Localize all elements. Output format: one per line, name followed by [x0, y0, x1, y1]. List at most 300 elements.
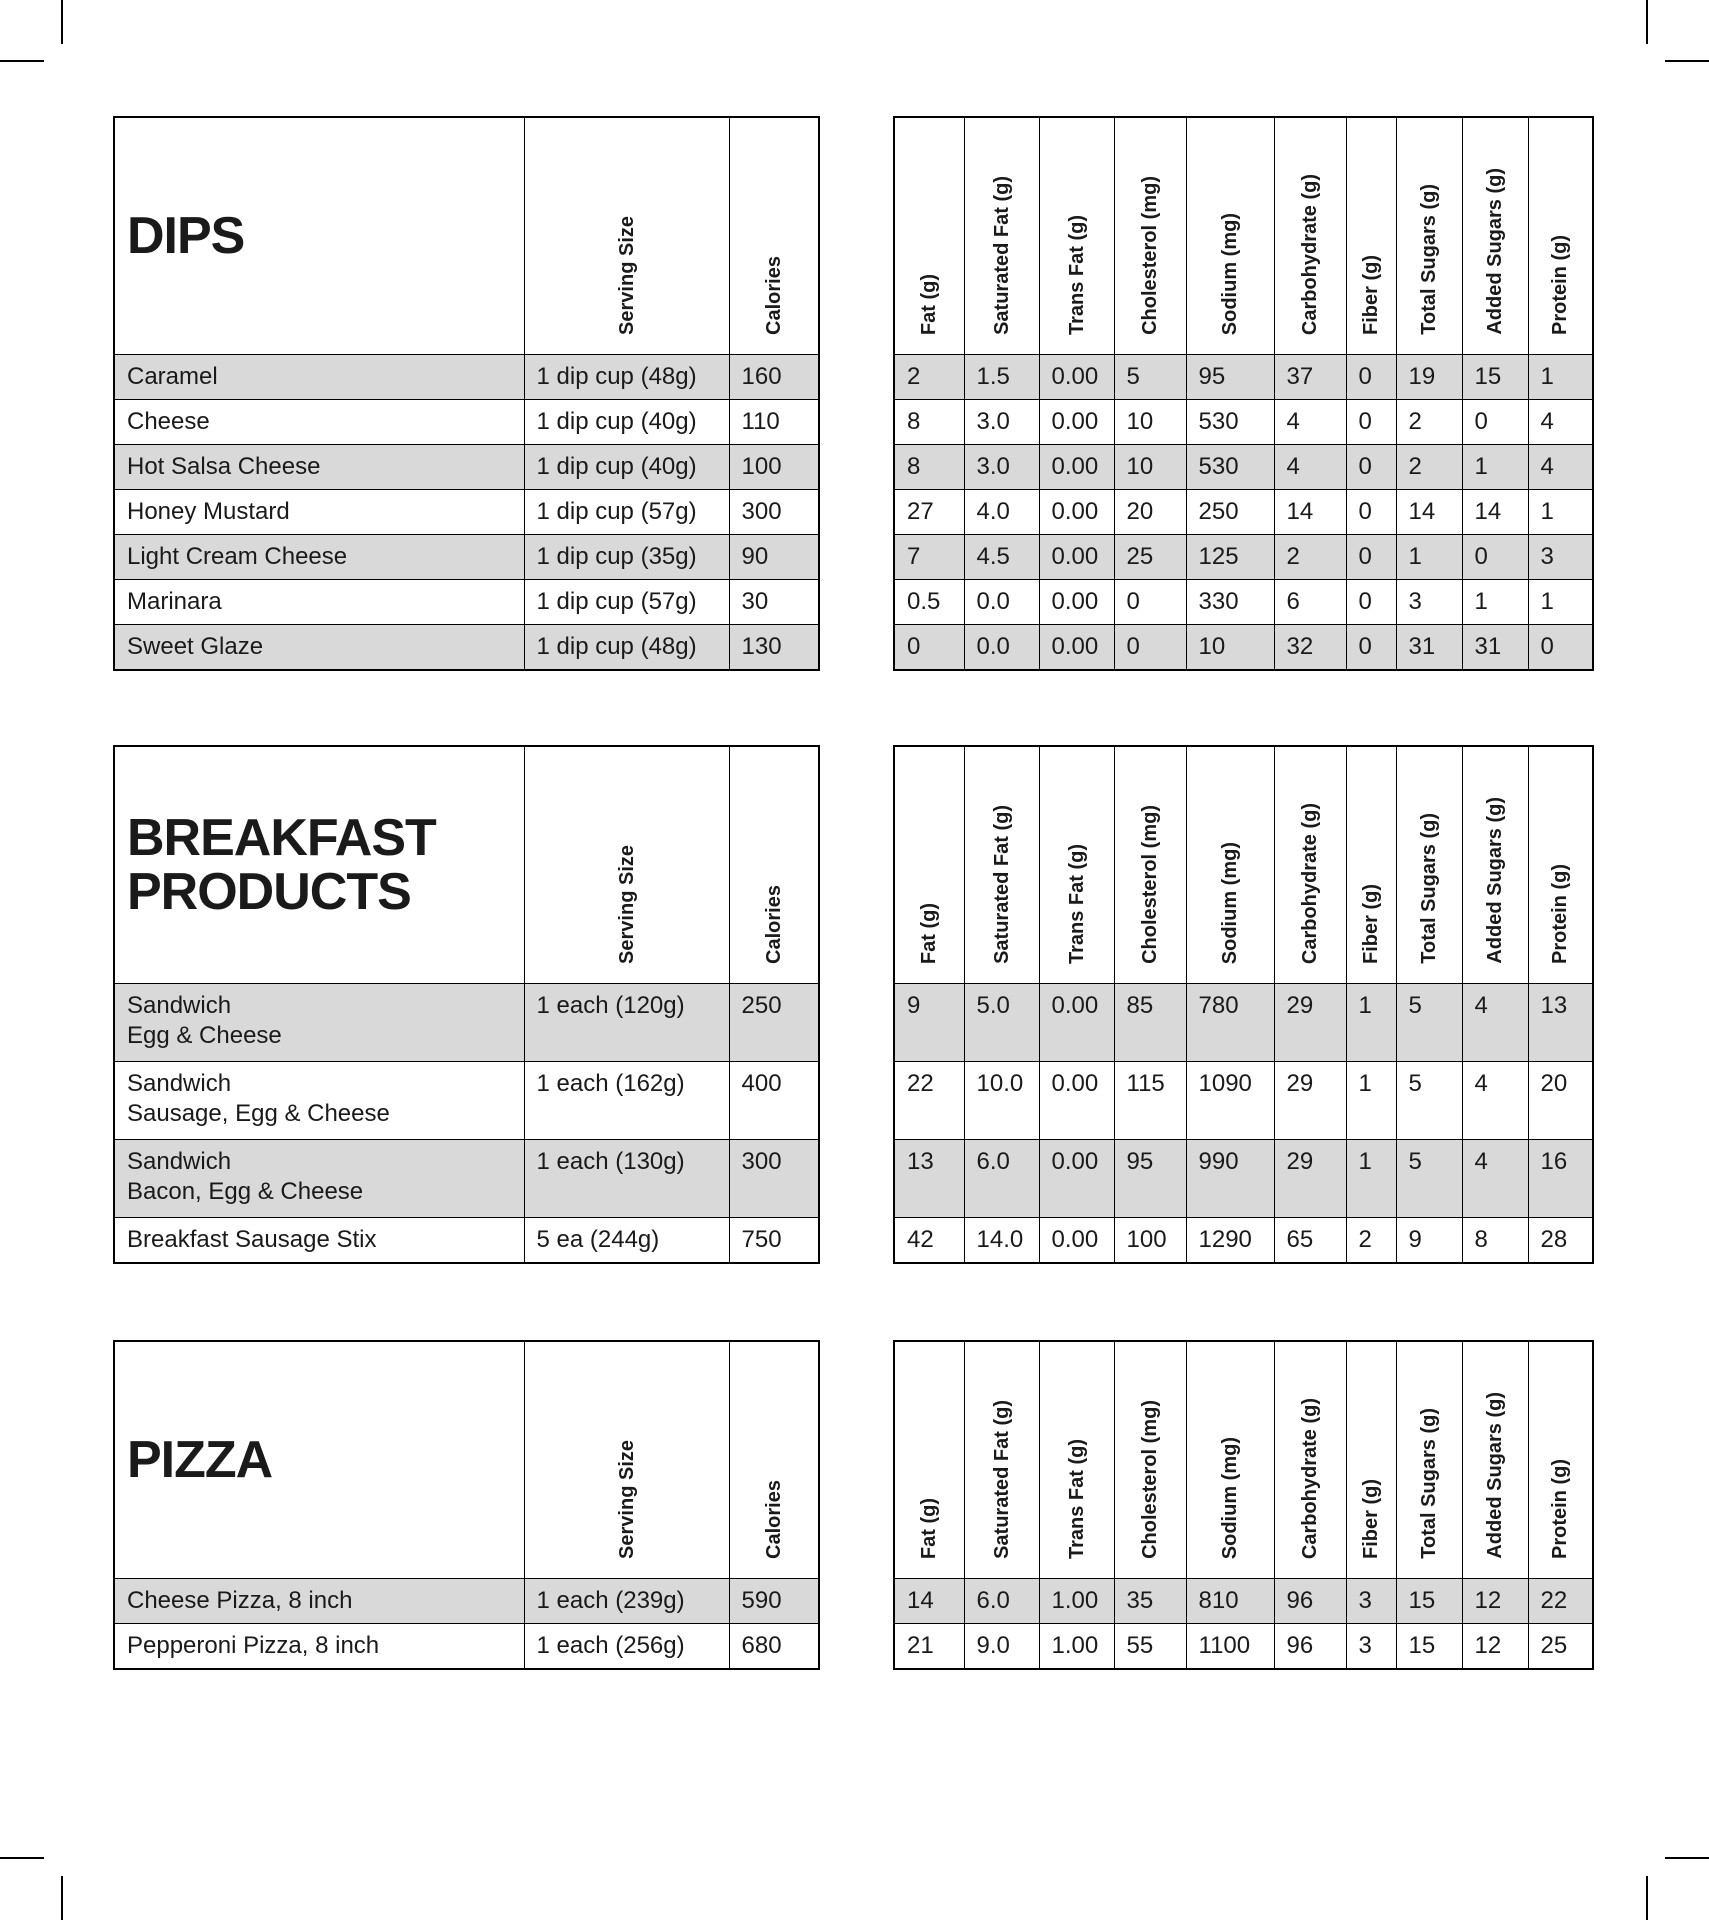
nutrition-value-row — [894, 1218, 1593, 1263]
item-name-line: Egg & Cheese — [127, 1022, 282, 1049]
nutrition-value-cell: 3 — [1528, 535, 1593, 580]
nutrition-value-row — [894, 445, 1593, 490]
nutrition-value-cell: 3 — [1346, 1624, 1396, 1669]
nutrition-value-cell: 25 — [1528, 1624, 1593, 1669]
nutrition-value-cell: 0.00 — [1039, 580, 1114, 625]
nutrition-value-row — [894, 1062, 1593, 1140]
nutrition-value-cell: 15 — [1396, 1624, 1462, 1669]
item-name-line: Pepperoni Pizza, 8 inch — [127, 1632, 380, 1659]
nutrition-column-header — [1186, 117, 1274, 355]
nutrition-column-header-label: Fiber (g) — [1360, 1479, 1382, 1559]
calories-cell: 300 — [729, 490, 819, 535]
nutrition-value-cell: 0.00 — [1039, 355, 1114, 400]
item-name-cell — [114, 1062, 524, 1140]
nutrition-value-cell: 8 — [894, 400, 964, 445]
item-name-cell — [114, 1579, 524, 1624]
nutrition-value-cell: 0 — [894, 625, 964, 670]
item-name-cell — [114, 1218, 524, 1263]
nutrition-value-cell: 2 — [1396, 445, 1462, 490]
nutrition-header-row — [894, 117, 1593, 355]
calories-cell: 160 — [729, 355, 819, 400]
nutrition-column-header-label: Carbohydrate (g) — [1299, 802, 1321, 964]
item-name-line: Caramel — [127, 363, 218, 390]
serving-size-header — [524, 117, 729, 355]
nutrition-column-header-label: Cholesterol (mg) — [1139, 805, 1161, 964]
nutrition-value-cell: 0 — [1114, 580, 1186, 625]
nutrition-column-header-label: Trans Fat (g) — [1065, 1438, 1088, 1559]
crop-mark-top-right-v — [1646, 0, 1648, 44]
nutrition-value-cell: 810 — [1186, 1579, 1274, 1624]
calories-cell: 30 — [729, 580, 819, 625]
nutrition-value-cell: 29 — [1274, 984, 1346, 1062]
nutrition-value-cell: 10 — [1114, 445, 1186, 490]
item-name-cell — [114, 355, 524, 400]
nutrition-table — [893, 116, 1594, 671]
nutrition-value-cell: 0 — [1346, 535, 1396, 580]
nutrition-value-cell: 13 — [1528, 984, 1593, 1062]
serving-size-cell: 1 dip cup (48g) — [524, 625, 729, 670]
nutrition-value-cell: 95 — [1186, 355, 1274, 400]
nutrition-value-cell: 14 — [894, 1579, 964, 1624]
crop-mark-top-right-h — [1665, 60, 1709, 62]
nutrition-value-cell: 4 — [1274, 400, 1346, 445]
nutrition-value-cell: 1 — [1346, 984, 1396, 1062]
nutrition-column-header — [1528, 117, 1593, 355]
nutrition-value-cell: 55 — [1114, 1624, 1186, 1669]
calories-header-label: Calories — [762, 256, 785, 335]
nutrition-header-row — [894, 1341, 1593, 1579]
nutrition-value-cell: 1 — [1346, 1062, 1396, 1140]
nutrition-value-row — [894, 400, 1593, 445]
nutrition-column-header — [1346, 117, 1396, 355]
nutrition-column-header-label: Fiber (g) — [1360, 884, 1382, 964]
crop-mark-bottom-left-h — [0, 1857, 44, 1859]
item-row — [114, 535, 819, 580]
nutrition-value-cell: 0 — [1346, 355, 1396, 400]
nutrition-column-header — [1039, 1341, 1114, 1579]
nutrition-value-cell: 22 — [1528, 1579, 1593, 1624]
item-row — [114, 1218, 819, 1263]
nutrition-value-cell: 5 — [1396, 1062, 1462, 1140]
nutrition-value-cell: 5 — [1396, 984, 1462, 1062]
calories-cell: 100 — [729, 445, 819, 490]
item-name-cell — [114, 445, 524, 490]
nutrition-column-header — [1396, 117, 1462, 355]
nutrition-value-cell: 9.0 — [964, 1624, 1039, 1669]
nutrition-value-cell: 1 — [1396, 535, 1462, 580]
nutrition-value-cell: 4.0 — [964, 490, 1039, 535]
nutrition-column-header — [1462, 1341, 1528, 1579]
nutrition-value-cell: 27 — [894, 490, 964, 535]
nutrition-value-cell: 0 — [1114, 625, 1186, 670]
calories-cell: 90 — [729, 535, 819, 580]
nutrition-value-cell: 2 — [1396, 400, 1462, 445]
section-title — [114, 746, 524, 984]
nutrition-value-cell: 5.0 — [964, 984, 1039, 1062]
item-row — [114, 1624, 819, 1669]
nutrition-table — [893, 745, 1594, 1264]
nutrition-column-header — [1274, 117, 1346, 355]
serving-size-header — [524, 746, 729, 984]
nutrition-column-header-label: Fat (g) — [918, 273, 941, 335]
nutrition-value-cell: 0 — [1346, 445, 1396, 490]
item-name-line: Bacon, Egg & Cheese — [127, 1178, 364, 1205]
nutrition-column-header — [964, 1341, 1039, 1579]
nutrition-value-row — [894, 1140, 1593, 1218]
nutrition-value-cell: 6.0 — [964, 1140, 1039, 1218]
nutrition-column-header-label: Sodium (mg) — [1219, 212, 1241, 335]
nutrition-value-cell: 1.00 — [1039, 1624, 1114, 1669]
nutrition-value-cell: 1.5 — [964, 355, 1039, 400]
nutrition-value-cell: 4 — [1528, 400, 1593, 445]
nutrition-column-header-label: Cholesterol (mg) — [1139, 1400, 1161, 1559]
items-table — [113, 745, 820, 1264]
nutrition-column-header — [964, 746, 1039, 984]
section-title-line: PRODUCTS — [127, 863, 411, 921]
nutrition-value-cell: 6.0 — [964, 1579, 1039, 1624]
nutrition-column-header-label: Protein (g) — [1549, 1459, 1572, 1559]
serving-size-header — [524, 1341, 729, 1579]
nutrition-value-cell: 85 — [1114, 984, 1186, 1062]
nutrition-value-cell: 780 — [1186, 984, 1274, 1062]
nutrition-value-cell: 1 — [1528, 580, 1593, 625]
item-name-line: Sandwich — [127, 1070, 232, 1097]
serving-size-cell: 1 dip cup (57g) — [524, 580, 729, 625]
section-title-line: DIPS — [127, 206, 245, 265]
header-row — [114, 117, 819, 355]
nutrition-value-cell: 14 — [1396, 490, 1462, 535]
serving-size-cell: 1 each (239g) — [524, 1579, 729, 1624]
nutrition-value-cell: 31 — [1462, 625, 1528, 670]
items-table — [113, 116, 820, 671]
nutrition-value-cell: 115 — [1114, 1062, 1186, 1140]
calories-cell: 300 — [729, 1140, 819, 1218]
nutrition-value-cell: 37 — [1274, 355, 1346, 400]
nutrition-value-cell: 35 — [1114, 1579, 1186, 1624]
header-row — [114, 746, 819, 984]
nutrition-column-header — [1186, 746, 1274, 984]
nutrition-column-header — [1346, 746, 1396, 984]
item-name-line: Hot Salsa Cheese — [127, 453, 321, 480]
calories-cell: 250 — [729, 984, 819, 1062]
nutrition-value-cell: 10.0 — [964, 1062, 1039, 1140]
item-name-line: Sweet Glaze — [127, 633, 264, 660]
nutrition-column-header — [1114, 1341, 1186, 1579]
nutrition-value-row — [894, 984, 1593, 1062]
item-row — [114, 1140, 819, 1218]
nutrition-value-row — [894, 1579, 1593, 1624]
calories-header-label: Calories — [762, 1480, 785, 1559]
nutrition-value-cell: 15 — [1396, 1579, 1462, 1624]
nutrition-value-cell: 0.00 — [1039, 445, 1114, 490]
nutrition-column-header — [964, 117, 1039, 355]
nutrition-value-cell: 28 — [1528, 1218, 1593, 1263]
nutrition-value-cell: 0 — [1346, 580, 1396, 625]
item-name-line: Sandwich — [127, 992, 232, 1019]
item-name-line: Cheese — [127, 408, 210, 435]
item-name-cell — [114, 625, 524, 670]
calories-header — [729, 1341, 819, 1579]
item-name-cell — [114, 1624, 524, 1669]
nutrition-column-header-label: Added Sugars (g) — [1484, 1392, 1506, 1559]
nutrition-column-header — [1528, 1341, 1593, 1579]
nutrition-value-cell: 0.00 — [1039, 490, 1114, 535]
crop-mark-bottom-left-v — [61, 1876, 63, 1920]
nutrition-value-cell: 13 — [894, 1140, 964, 1218]
nutrition-value-cell: 1100 — [1186, 1624, 1274, 1669]
nutrition-column-header — [1114, 746, 1186, 984]
nutrition-value-cell: 16 — [1528, 1140, 1593, 1218]
nutrition-value-cell: 14.0 — [964, 1218, 1039, 1263]
nutrition-value-cell: 530 — [1186, 445, 1274, 490]
item-row — [114, 400, 819, 445]
calories-header-label: Calories — [762, 885, 785, 964]
nutrition-value-cell: 31 — [1396, 625, 1462, 670]
serving-size-header-label: Serving Size — [615, 216, 638, 335]
nutrition-value-cell: 96 — [1274, 1579, 1346, 1624]
nutrition-value-cell: 22 — [894, 1062, 964, 1140]
nutrition-column-header — [1114, 117, 1186, 355]
nutrition-value-cell: 0 — [1528, 625, 1593, 670]
serving-size-cell: 1 dip cup (35g) — [524, 535, 729, 580]
nutrition-value-cell: 29 — [1274, 1140, 1346, 1218]
nutrition-column-header-label: Saturated Fat (g) — [990, 805, 1013, 964]
nutrition-value-cell: 25 — [1114, 535, 1186, 580]
nutrition-table — [893, 1340, 1594, 1670]
item-row — [114, 580, 819, 625]
nutrition-value-cell: 8 — [1462, 1218, 1528, 1263]
nutrition-column-header-label: Sodium (mg) — [1219, 841, 1241, 964]
item-name-line: Honey Mustard — [127, 498, 290, 525]
calories-cell: 590 — [729, 1579, 819, 1624]
item-row — [114, 1579, 819, 1624]
nutrition-value-row — [894, 490, 1593, 535]
nutrition-value-cell: 0.0 — [964, 625, 1039, 670]
nutrition-column-header — [1462, 746, 1528, 984]
calories-cell: 110 — [729, 400, 819, 445]
nutrition-value-cell: 1090 — [1186, 1062, 1274, 1140]
nutrition-value-cell: 4 — [1462, 1140, 1528, 1218]
nutrition-value-cell: 0 — [1346, 490, 1396, 535]
nutrition-column-header-label: Added Sugars (g) — [1484, 168, 1506, 335]
nutrition-value-cell: 1 — [1528, 355, 1593, 400]
nutrition-value-row — [894, 535, 1593, 580]
nutrition-value-cell: 0 — [1346, 400, 1396, 445]
nutrition-column-header-label: Trans Fat (g) — [1065, 843, 1088, 964]
serving-size-header-label: Serving Size — [615, 845, 638, 964]
nutrition-value-cell: 530 — [1186, 400, 1274, 445]
calories-cell: 680 — [729, 1624, 819, 1669]
nutrition-value-cell: 32 — [1274, 625, 1346, 670]
crop-mark-bottom-right-v — [1646, 1876, 1648, 1920]
nutrition-value-row — [894, 1624, 1593, 1669]
nutrition-value-cell: 95 — [1114, 1140, 1186, 1218]
nutrition-value-cell: 20 — [1528, 1062, 1593, 1140]
nutrition-value-cell: 0.00 — [1039, 535, 1114, 580]
nutrition-value-cell: 4.5 — [964, 535, 1039, 580]
nutrition-column-header — [1186, 1341, 1274, 1579]
nutrition-column-header-label: Added Sugars (g) — [1484, 797, 1506, 964]
nutrition-value-cell: 990 — [1186, 1140, 1274, 1218]
item-name-cell — [114, 580, 524, 625]
nutrition-value-cell: 10 — [1186, 625, 1274, 670]
nutrition-value-cell: 29 — [1274, 1062, 1346, 1140]
calories-cell: 400 — [729, 1062, 819, 1140]
nutrition-column-header-label: Fiber (g) — [1360, 255, 1382, 335]
nutrition-value-cell: 0.0 — [964, 580, 1039, 625]
item-row — [114, 625, 819, 670]
nutrition-value-cell: 0.00 — [1039, 625, 1114, 670]
nutrition-value-cell: 0 — [1462, 535, 1528, 580]
nutrition-value-cell: 96 — [1274, 1624, 1346, 1669]
item-name-cell — [114, 1140, 524, 1218]
item-name-line: Cheese Pizza, 8 inch — [127, 1587, 353, 1614]
nutrition-value-cell: 65 — [1274, 1218, 1346, 1263]
calories-cell: 750 — [729, 1218, 819, 1263]
nutrition-value-cell: 3 — [1396, 580, 1462, 625]
item-name-line: Sandwich — [127, 1148, 232, 1175]
nutrition-value-cell: 5 — [1114, 355, 1186, 400]
nutrition-column-header — [894, 1341, 964, 1579]
nutrition-column-header — [894, 746, 964, 984]
item-name-cell — [114, 535, 524, 580]
nutrition-value-cell: 14 — [1462, 490, 1528, 535]
item-row — [114, 984, 819, 1062]
item-name-cell — [114, 490, 524, 535]
nutrition-value-cell: 100 — [1114, 1218, 1186, 1263]
item-name-cell — [114, 400, 524, 445]
item-name-line: Light Cream Cheese — [127, 543, 348, 570]
nutrition-value-cell: 0.00 — [1039, 400, 1114, 445]
nutrition-value-cell: 14 — [1274, 490, 1346, 535]
nutrition-value-cell: 9 — [1396, 1218, 1462, 1263]
calories-header — [729, 746, 819, 984]
section-title — [114, 1341, 524, 1579]
nutrition-column-header — [1396, 1341, 1462, 1579]
nutrition-column-header-label: Cholesterol (mg) — [1139, 176, 1161, 335]
serving-size-cell: 1 each (162g) — [524, 1062, 729, 1140]
nutrition-value-cell: 1 — [1462, 445, 1528, 490]
nutrition-column-header — [1396, 746, 1462, 984]
nutrition-value-cell: 20 — [1114, 490, 1186, 535]
nutrition-column-header-label: Fat (g) — [918, 902, 941, 964]
nutrition-value-cell: 0.00 — [1039, 1062, 1114, 1140]
serving-size-cell: 1 dip cup (40g) — [524, 400, 729, 445]
nutrition-column-header — [1462, 117, 1528, 355]
nutrition-value-cell: 1.00 — [1039, 1579, 1114, 1624]
nutrition-column-header-label: Carbohydrate (g) — [1299, 173, 1321, 335]
nutrition-value-row — [894, 580, 1593, 625]
calories-header — [729, 117, 819, 355]
nutrition-column-header — [894, 117, 964, 355]
nutrition-header-row — [894, 746, 1593, 984]
item-row — [114, 445, 819, 490]
nutrition-column-header — [1528, 746, 1593, 984]
nutrition-column-header — [1274, 1341, 1346, 1579]
section-title-line: PIZZA — [127, 1430, 273, 1489]
nutrition-value-cell: 3.0 — [964, 445, 1039, 490]
nutrition-value-cell: 15 — [1462, 355, 1528, 400]
nutrition-value-cell: 12 — [1462, 1624, 1528, 1669]
nutrition-column-header-label: Sodium (mg) — [1219, 1436, 1241, 1559]
nutrition-value-cell: 4 — [1462, 1062, 1528, 1140]
items-table — [113, 1340, 820, 1670]
crop-mark-top-left-h — [0, 60, 44, 62]
serving-size-header-label: Serving Size — [615, 1440, 638, 1559]
nutrition-column-header-label: Protein (g) — [1549, 864, 1572, 964]
calories-cell: 130 — [729, 625, 819, 670]
nutrition-value-cell: 0 — [1462, 400, 1528, 445]
nutrition-column-header-label: Saturated Fat (g) — [990, 1400, 1013, 1559]
nutrition-column-header — [1274, 746, 1346, 984]
nutrition-value-cell: 19 — [1396, 355, 1462, 400]
nutrition-value-cell: 0.5 — [894, 580, 964, 625]
nutrition-value-cell: 4 — [1528, 445, 1593, 490]
nutrition-column-header-label: Saturated Fat (g) — [990, 176, 1013, 335]
serving-size-cell: 1 each (130g) — [524, 1140, 729, 1218]
item-name-line: Marinara — [127, 588, 222, 615]
serving-size-cell: 5 ea (244g) — [524, 1218, 729, 1263]
item-row — [114, 490, 819, 535]
item-name-cell — [114, 984, 524, 1062]
nutrition-value-cell: 1290 — [1186, 1218, 1274, 1263]
nutrition-value-cell: 21 — [894, 1624, 964, 1669]
nutrition-value-cell: 125 — [1186, 535, 1274, 580]
crop-mark-bottom-right-h — [1665, 1857, 1709, 1859]
nutrition-value-cell: 4 — [1274, 445, 1346, 490]
nutrition-value-cell: 10 — [1114, 400, 1186, 445]
nutrition-column-header-label: Total Sugars (g) — [1418, 813, 1440, 964]
serving-size-cell: 1 each (120g) — [524, 984, 729, 1062]
nutrition-value-row — [894, 625, 1593, 670]
nutrition-value-cell: 1 — [1528, 490, 1593, 535]
nutrition-value-row — [894, 355, 1593, 400]
header-row — [114, 1341, 819, 1579]
nutrition-value-cell: 2 — [894, 355, 964, 400]
section-title — [114, 117, 524, 355]
nutrition-value-cell: 7 — [894, 535, 964, 580]
nutrition-value-cell: 2 — [1346, 1218, 1396, 1263]
section-title-line: BREAKFAST — [127, 808, 436, 867]
item-row — [114, 1062, 819, 1140]
serving-size-cell: 1 each (256g) — [524, 1624, 729, 1669]
nutrition-value-cell: 0.00 — [1039, 1218, 1114, 1263]
nutrition-column-header — [1039, 746, 1114, 984]
nutrition-value-cell: 250 — [1186, 490, 1274, 535]
nutrition-value-cell: 0 — [1346, 625, 1396, 670]
item-name-line: Sausage, Egg & Cheese — [127, 1100, 390, 1127]
nutrition-value-cell: 6 — [1274, 580, 1346, 625]
nutrition-value-cell: 1 — [1462, 580, 1528, 625]
nutrition-value-cell: 0.00 — [1039, 1140, 1114, 1218]
nutrition-column-header — [1346, 1341, 1396, 1579]
item-name-line: Breakfast Sausage Stix — [127, 1226, 377, 1253]
nutrition-value-cell: 8 — [894, 445, 964, 490]
nutrition-value-cell: 3 — [1346, 1579, 1396, 1624]
nutrition-column-header-label: Trans Fat (g) — [1065, 214, 1088, 335]
nutrition-value-cell: 1 — [1346, 1140, 1396, 1218]
serving-size-cell: 1 dip cup (40g) — [524, 445, 729, 490]
crop-mark-top-left-v — [61, 0, 63, 44]
nutrition-value-cell: 12 — [1462, 1579, 1528, 1624]
nutrition-value-cell: 3.0 — [964, 400, 1039, 445]
nutrition-column-header — [1039, 117, 1114, 355]
item-row — [114, 355, 819, 400]
nutrition-value-cell: 9 — [894, 984, 964, 1062]
nutrition-value-cell: 2 — [1274, 535, 1346, 580]
nutrition-column-header-label: Protein (g) — [1549, 235, 1572, 335]
nutrition-column-header-label: Total Sugars (g) — [1418, 184, 1440, 335]
